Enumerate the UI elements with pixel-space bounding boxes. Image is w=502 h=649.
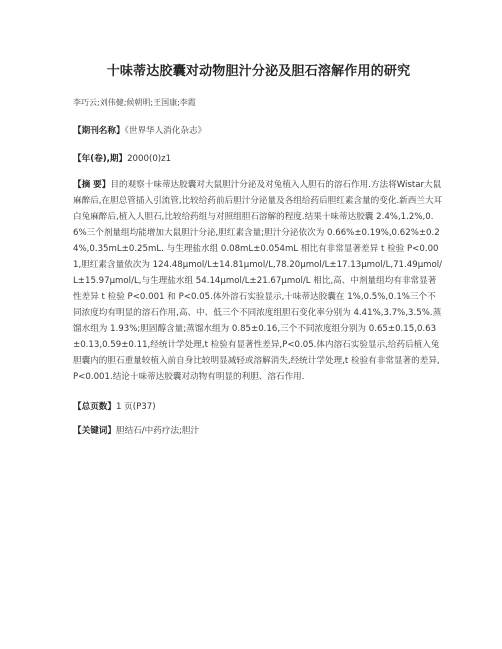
keywords-field	[73, 423, 444, 439]
journal-field	[73, 123, 444, 139]
abstract-label: 【摘 要】	[73, 180, 111, 190]
page-count-label: 【总页数】	[73, 402, 116, 412]
journal-label: 【期刊名称】	[73, 126, 125, 136]
year-issue-label: 【年(卷),期】	[73, 154, 128, 164]
page-count-value: 1 页(P37)	[115, 402, 156, 412]
author-list: 李巧云;刘伟健;候朝明;王国康;李霞	[73, 98, 196, 107]
journal-value: 《世界华人消化杂志》	[124, 126, 207, 136]
abstract-field	[73, 177, 444, 385]
abstract-text: 目的观察十味蒂达胶囊对大鼠胆汁分泌及对兔植入人胆石的溶石作用.方法将Wistar大鼠麻醉后,在胆总管插入引流管,比较给药前后胆汁分泌量及各组给药后胆红素含量的变化.新西兰大耳白兔麻醉后,植入人胆石,比较给药组与对照组胆石溶解的程度.结果十味蒂达胶囊 2.4%,1.2%,0.6%三个剂量组均能增加大鼠胆汁分泌,胆红素含量;胆汁分泌依次为 0.66%±0.19%,0.62%±0.24%,0.35mL±0.25mL. 与生理盐水组 0.08mL±0.054mL 相比有非常显著差异 t 检验 P<0.001,胆红素含量依次为 124.48μmol/L±14.81μmol/L,78.20μmol/L±17.13μmol/L,71.49μmol/L±15.97μmol/L,与生理盐水组 54.14μmol/L±21.67μmol/L 相比,高、中剂量组均有非常显著性差异 t 检验 P<0.001 和 P<0.05.体外溶石实验显示,十味蒂达胶囊在 1%,0.5%,0.1%三个不同浓度均有明显的溶石作用,高、中、低三个不同浓度组胆石变化率分别为 4.41%,3.7%,3.5%.蒸馏水组为 1.93%;胆固醇含量;蒸馏水组为 0.85±0.16,三个不同浓度组分别为 0.65±0.15,0.63±0.13,0.59±0.11,经统计学处理,t 检验有显著性差异,P<0.05.体内溶石实验显示,给药后植入兔胆囊内的胆石重量较植入前自身比较明显减轻或溶解消失,经统计学处理,t 检验有非常显著的差异,P<0.001.结论十味蒂达胶囊对动物有明显的利胆、溶石作用.	[73, 180, 443, 382]
year-issue-field	[73, 151, 444, 167]
paper-title: 十味蒂达胶囊对动物胆汁分泌及胆石溶解作用的研究	[106, 64, 411, 79]
keywords-label: 【关键词】	[73, 426, 116, 436]
keywords-value: 胆结石/中药疗法;胆汁	[115, 426, 200, 436]
year-issue-value: 2000(0)z1	[127, 154, 172, 164]
page-count-field	[73, 399, 444, 415]
